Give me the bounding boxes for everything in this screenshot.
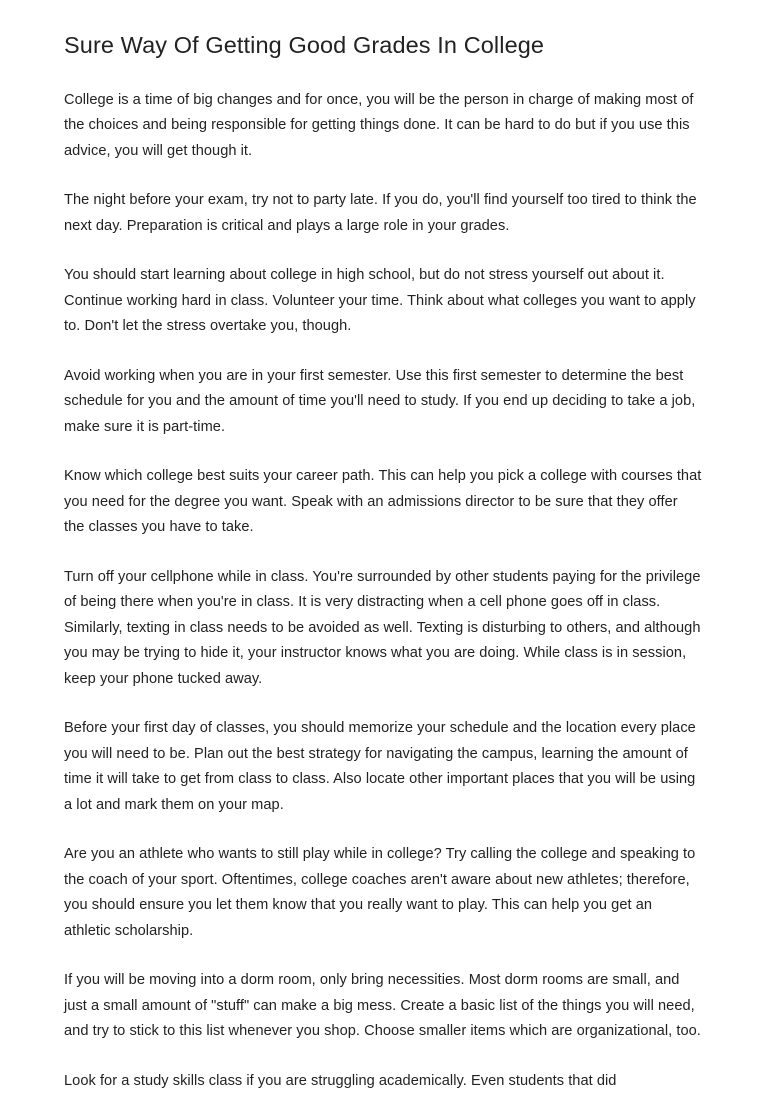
paragraph: If you will be moving into a dorm room, only bring necessities. Most dorm rooms are small, and just a small amount of "stuff" can make a big mess. Create a basic list of the things you will need, and try to stick to this list whenever you shop. Choose smaller items which are organizational, too. xyxy=(64,972,701,1040)
paragraph: You should start learning about college in high school, but do not stress yourself out about it. Continue working hard in class. Volunteer your time. Think about what colleges you want to apply to. Don't let the stress overtake you, though. xyxy=(64,267,696,335)
paragraph: Look for a study skills class if you are struggling academically. Even students that did xyxy=(64,1072,617,1089)
paragraph: The night before your exam, try not to party late. If you do, you'll find yourself too tired to think the next day. Preparation is critical and plays a large role in your grades. xyxy=(64,192,697,234)
paragraph: College is a time of big changes and for once, you will be the person in charge of making most of the choices and being responsible for getting things done. It can be hard to do but if you use this advice, you will get though it. xyxy=(64,91,694,159)
paragraph: Before your first day of classes, you should memorize your schedule and the location every place you will need to be. Plan out the best strategy for navigating the campus, learning the amount of time it will take to get from class to class. Also locate other important places that you will be using a lot and mark them on your map. xyxy=(64,720,696,813)
paragraph: Know which college best suits your career path. This can help you pick a college with courses that you need for the degree you want. Speak with an admissions director to be sure that they offer the classes you have to take. xyxy=(64,468,702,536)
document-body xyxy=(64,88,702,1094)
paragraph: Turn off your cellphone while in class. You're surrounded by other students paying for the privilege of being there when you're in class. It is very distracting when a cell phone goes off in class. Similarly, texting in class needs to be avoided as well. Texting is disturbing to others, and although you may be trying to hide it, your instructor knows what you are doing. While class is in session, keep your phone tucked away. xyxy=(64,568,701,687)
paragraph: Are you an athlete who wants to still play while in college? Try calling the college and speaking to the coach of your sport. Oftentimes, college coaches aren't aware about new athletes; therefore, you should ensure you let them know that you really want to play. This can help you get an athletic scholarship. xyxy=(64,846,696,939)
paragraph: Avoid working when you are in your first semester. Use this first semester to determine the best schedule for you and the amount of time you'll need to study. If you end up deciding to take a job, make sure it is part-time. xyxy=(64,367,696,435)
page-title: Sure Way Of Getting Good Grades In College xyxy=(64,32,545,58)
